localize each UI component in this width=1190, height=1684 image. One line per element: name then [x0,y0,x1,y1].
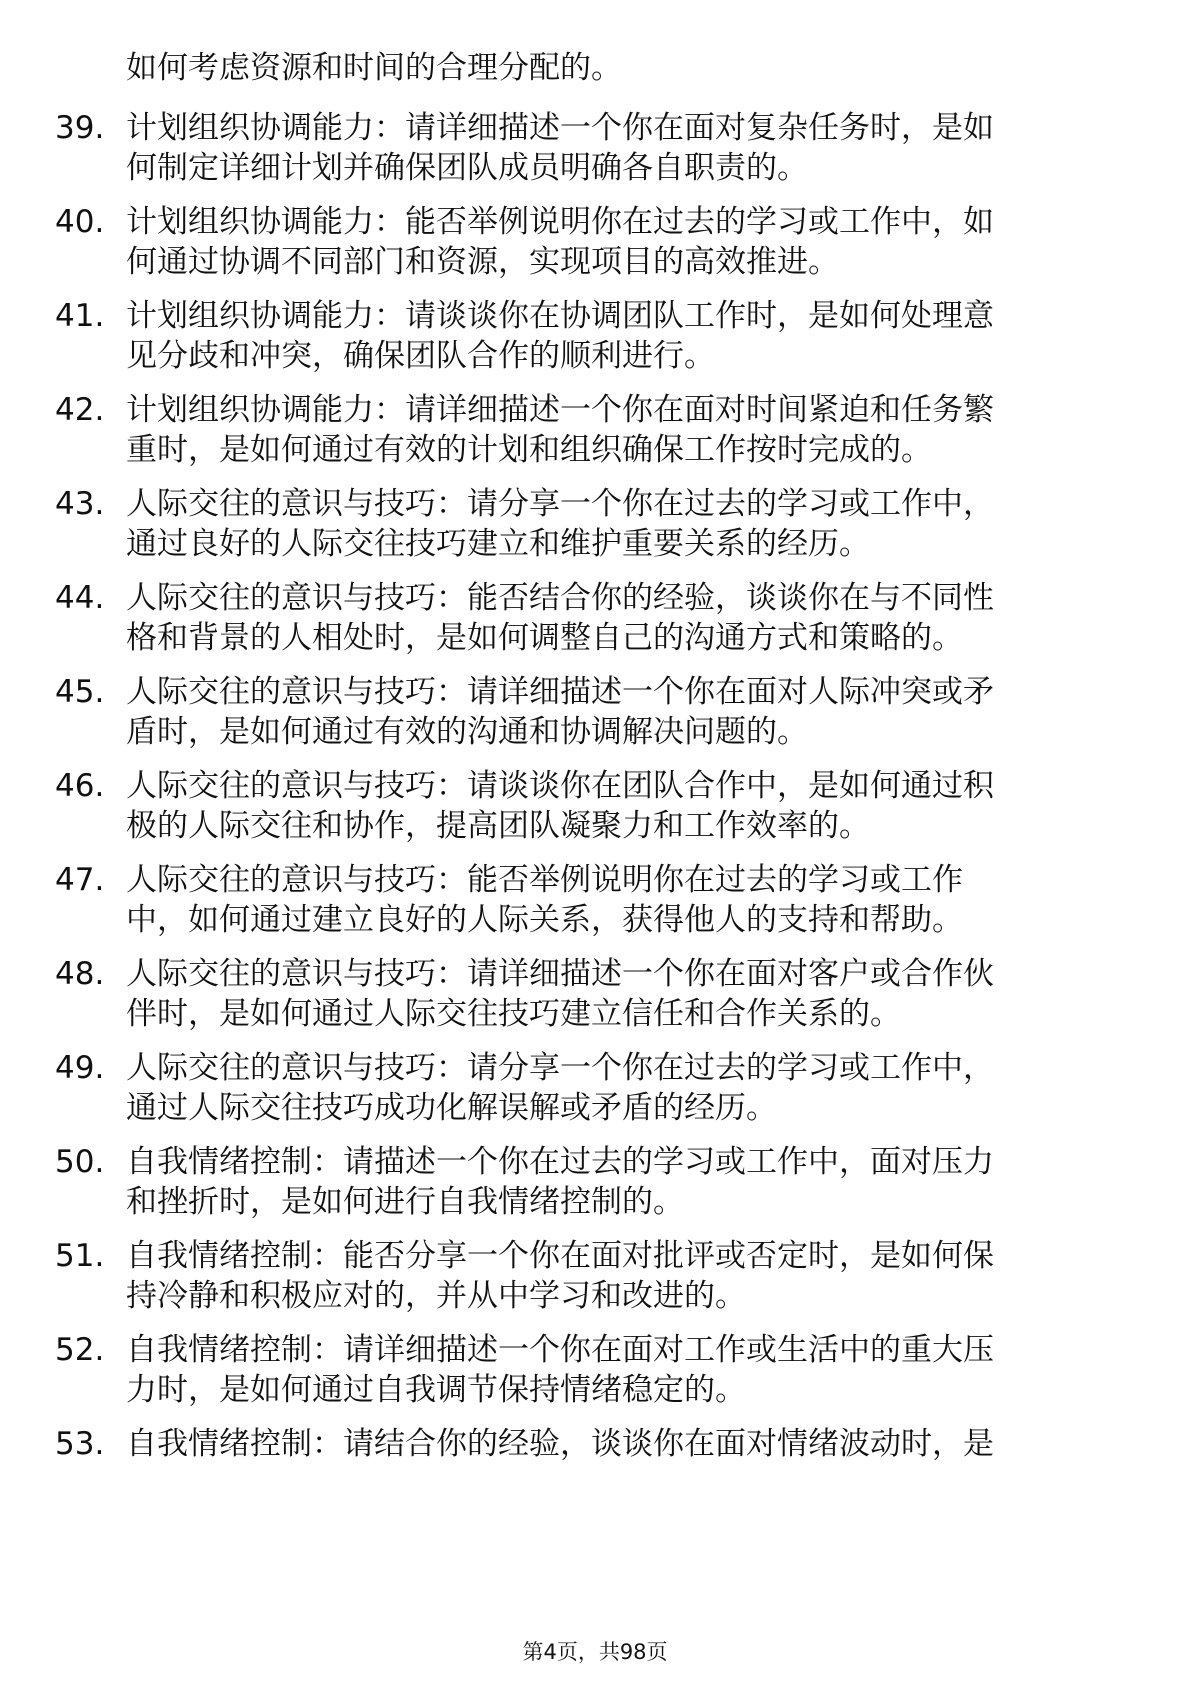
item-text-line: 自我情绪控制：能否分享一个你在面对批评或否定时，是如何保 [126,1238,994,1274]
item-text-line: 自我情绪控制：请详细描述一个你在面对工作或生活中的重大压 [126,1332,994,1368]
item-text-line: 计划组织协调能力：请详细描述一个你在面对复杂任务时，是如 [126,110,994,146]
item-text-line: 和挫折时，是如何进行自我情绪控制的。 [126,1184,684,1220]
item-text-line: 通过人际交往技巧成功化解误解或矛盾的经历。 [126,1090,777,1126]
continuation-line: 如何考虑资源和时间的合理分配的。 [126,50,622,86]
item-text-line: 人际交往的意识与技巧：请分享一个你在过去的学习或工作中， [126,486,994,522]
item-text-line: 通过良好的人际交往技巧建立和维护重要关系的经历。 [126,526,870,562]
item-text-line: 重时，是如何通过有效的计划和组织确保工作按时完成的。 [126,432,932,468]
item-text-line: 人际交往的意识与技巧：请谈谈你在团队合作中，是如何通过积 [126,768,994,804]
item-text-line: 伴时，是如何通过人际交往技巧建立信任和合作关系的。 [126,996,901,1032]
item-text-line: 盾时，是如何通过有效的沟通和协调解决问题的。 [126,714,808,750]
item-text-line: 极的人际交往和协作，提高团队凝聚力和工作效率的。 [126,808,870,844]
item-text-line: 计划组织协调能力：能否举例说明你在过去的学习或工作中，如 [126,204,994,240]
item-number: 45. [55,674,105,710]
item-number: 42. [55,392,105,428]
item-text-line: 持冷静和积极应对的，并从中学习和改进的。 [126,1278,746,1314]
item-number: 40. [55,204,105,240]
item-text-line: 人际交往的意识与技巧：请详细描述一个你在面对人际冲突或矛 [126,674,994,710]
item-number: 44. [55,580,105,616]
item-text-line: 力时，是如何通过自我调节保持情绪稳定的。 [126,1372,746,1408]
item-text-line: 自我情绪控制：请结合你的经验，谈谈你在面对情绪波动时，是 [126,1426,994,1462]
item-text-line: 人际交往的意识与技巧：能否举例说明你在过去的学习或工作 [126,862,963,898]
item-text-line: 中，如何通过建立良好的人际关系，获得他人的支持和帮助。 [126,902,963,938]
item-number: 51. [55,1238,105,1274]
item-number: 39. [55,110,105,146]
item-text-line: 计划组织协调能力：请谈谈你在协调团队工作时，是如何处理意 [126,298,994,334]
item-text-line: 自我情绪控制：请描述一个你在过去的学习或工作中，面对压力 [126,1144,994,1180]
item-text-line: 计划组织协调能力：请详细描述一个你在面对时间紧迫和任务繁 [126,392,994,428]
item-number: 46. [55,768,105,804]
item-text-line: 何通过协调不同部门和资源，实现项目的高效推进。 [126,244,839,280]
item-number: 53. [55,1426,105,1462]
item-number: 52. [55,1332,105,1368]
item-text-line: 人际交往的意识与技巧：能否结合你的经验，谈谈你在与不同性 [126,580,994,616]
item-number: 47. [55,862,105,898]
item-number: 48. [55,956,105,992]
item-text-line: 人际交往的意识与技巧：请详细描述一个你在面对客户或合作伙 [126,956,994,992]
item-text-line: 见分歧和冲突，确保团队合作的顺利进行。 [126,338,715,374]
page-footer: 第4页，共98页 [522,1640,668,1664]
item-text-line: 格和背景的人相处时，是如何调整自己的沟通方式和策略的。 [126,620,963,656]
item-text-line: 人际交往的意识与技巧：请分享一个你在过去的学习或工作中， [126,1050,994,1086]
item-number: 50. [55,1144,105,1180]
item-number: 41. [55,298,105,334]
item-number: 43. [55,486,105,522]
item-text-line: 何制定详细计划并确保团队成员明确各自职责的。 [126,150,808,186]
item-number: 49. [55,1050,105,1086]
